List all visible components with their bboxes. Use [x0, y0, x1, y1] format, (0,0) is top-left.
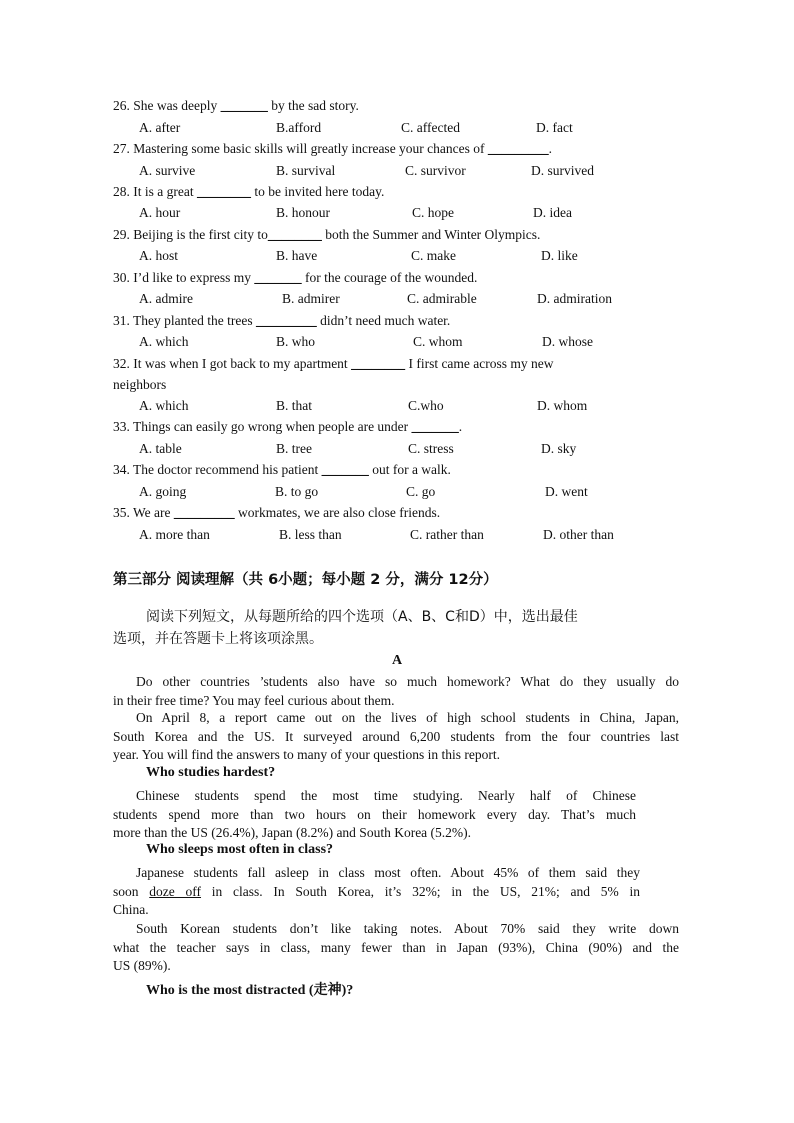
question-29-blank: ________ [267, 227, 322, 242]
question-34-blank: _______ [321, 462, 369, 477]
option-d[interactable]: D. like [541, 248, 578, 263]
text-line: Japanese students fall asleep in class most often. About 45% of them said they [136, 865, 640, 880]
option-d[interactable]: D. survived [531, 163, 594, 178]
text-line: Do other countries ’students also have so much homework? What do they usually do [136, 674, 679, 689]
option-d[interactable]: D. whose [542, 334, 593, 349]
option-a[interactable]: A. going [139, 484, 187, 499]
question-26-stem-end: by the sad story. [267, 98, 359, 113]
option-c[interactable]: C. whom [413, 334, 463, 349]
question-27-stem: 27. Mastering some basic skills will greatly increase your chances of [113, 141, 488, 156]
option-b[interactable]: B. have [276, 248, 318, 263]
option-d[interactable]: D. fact [536, 120, 573, 135]
option-a[interactable]: A. admire [139, 291, 193, 306]
question-33-stem: 33. Things can easily go wrong when people are under [113, 419, 412, 434]
subheading-sleeps-in-class: Who sleeps most often in class? [146, 842, 334, 857]
question-35-blank: _________ [173, 505, 235, 520]
text-fragment: in class. In South Korea, it’s 32%; in the US, 21%; and 5% in [201, 883, 640, 899]
question-28 [113, 184, 384, 200]
question-32-stem-end: I first came across my new [405, 356, 554, 371]
text-line: what the teacher says in class, many fewer than in Japan (93%), China (90%) and the [113, 939, 679, 955]
option-d[interactable]: D. idea [533, 205, 572, 220]
text-line: students spend more than two hours on their homework every day. That’s much [113, 806, 636, 822]
paragraph-1 [113, 673, 679, 710]
text-fragment: soon [113, 883, 150, 899]
option-c[interactable]: C. hope [412, 205, 454, 220]
question-26-stem: 26. She was deeply [113, 98, 221, 113]
option-b[interactable]: B. to go [275, 484, 319, 499]
question-27-blank: _________ [487, 141, 549, 156]
underlined-phrase: doze off [149, 883, 202, 899]
option-c[interactable]: C. affected [401, 120, 460, 135]
question-26-blank: _______ [220, 98, 268, 113]
option-b[interactable]: B. admirer [282, 291, 340, 306]
question-34-stem: 34. The doctor recommend his patient [113, 462, 322, 477]
text-line: South Korean students don’t like taking notes. About 70% said they write down [136, 921, 679, 936]
question-32-blank: ________ [351, 356, 406, 371]
question-32 [113, 356, 554, 372]
question-30-blank: _______ [254, 270, 302, 285]
question-28-stem: 28. It is a great [113, 184, 197, 199]
option-d[interactable]: D. went [545, 484, 588, 499]
question-34-options [0, 484, 794, 502]
option-b[interactable]: B. tree [276, 441, 312, 456]
option-c[interactable]: C.who [408, 398, 444, 413]
question-34-stem-end: out for a walk. [368, 462, 451, 477]
section-heading: 第三部分 阅读理解（共 6小题；每小题 2 分，满分 12分） [113, 572, 498, 588]
option-d[interactable]: D. other than [543, 527, 614, 542]
question-26-options [0, 120, 794, 138]
option-c[interactable]: C. admirable [407, 291, 477, 306]
question-35-stem: 35. We are [113, 505, 174, 520]
option-a[interactable]: A. host [139, 248, 179, 263]
option-b[interactable]: B. honour [276, 205, 330, 220]
option-a[interactable]: A. which [139, 398, 189, 413]
question-31-stem-end: didn’t need much water. [316, 313, 451, 328]
text-line: On April 8, a report came out on the lives of high school students in China, Japan, [136, 710, 679, 725]
option-d[interactable]: D. whom [537, 398, 588, 413]
text-line: Chinese students spend the most time studying. Nearly half of Chinese [136, 788, 636, 803]
text-line: South Korea and the US. It surveyed around 6,200 students from the four countries last [113, 728, 679, 744]
question-32-options [0, 398, 794, 416]
paragraph-3 [113, 787, 636, 843]
question-34 [113, 462, 451, 478]
question-29-options [0, 248, 794, 266]
option-c[interactable]: C. make [411, 248, 456, 263]
option-a[interactable]: A. survive [139, 163, 196, 178]
question-32-continued: neighbors [113, 377, 167, 392]
option-b[interactable]: B. who [276, 334, 316, 349]
option-b[interactable]: B. less than [279, 527, 342, 542]
question-26 [113, 98, 359, 114]
paragraph-2 [113, 709, 679, 765]
question-30 [113, 270, 477, 286]
text-line [113, 883, 640, 902]
text-line: China. [113, 902, 149, 917]
instruction-line-1: 阅读下列短文，从每题所给的四个选项（A、B、C和D）中，选出最佳 [146, 609, 578, 625]
option-a[interactable]: A. table [139, 441, 182, 456]
instruction-line-2: 选项，并在答题卡上将该项涂黑。 [113, 631, 323, 647]
text-line: more than the US (26.4%), Japan (8.2%) and South Korea (5.2%). [113, 825, 472, 840]
paragraph-5 [113, 920, 679, 976]
question-28-options [0, 205, 794, 223]
subheading-most-distracted: Who is the most distracted (走神)? [146, 983, 354, 998]
question-35-options [0, 527, 794, 545]
option-b[interactable]: B. that [276, 398, 312, 413]
option-c[interactable]: C. survivor [405, 163, 466, 178]
paragraph-4 [113, 864, 640, 920]
text-line: US (89%). [113, 958, 171, 973]
question-33-blank: _______ [411, 419, 459, 434]
question-31-options [0, 334, 794, 352]
question-29-stem: 29. Beijing is the first city to [113, 227, 268, 242]
question-30-stem: 30. I’d like to express my [113, 270, 255, 285]
question-31 [113, 313, 450, 329]
option-a[interactable]: A. hour [139, 205, 181, 220]
option-c[interactable]: C. go [406, 484, 436, 499]
question-31-blank: _________ [255, 313, 317, 328]
question-27 [113, 141, 552, 157]
option-a[interactable]: A. which [139, 334, 189, 349]
question-31-stem: 31. They planted the trees [113, 313, 256, 328]
question-28-stem-end: to be invited here today. [250, 184, 385, 199]
question-29 [113, 227, 540, 243]
question-28-blank: ________ [196, 184, 251, 199]
question-33 [113, 419, 462, 435]
question-30-options [0, 291, 794, 309]
question-35 [113, 505, 440, 521]
option-b[interactable]: B. survival [276, 163, 336, 178]
option-a[interactable]: A. after [139, 120, 181, 135]
question-32-stem: 32. It was when I got back to my apartment [113, 356, 352, 371]
option-d[interactable]: D. sky [541, 441, 577, 456]
question-35-stem-end: workmates, we are also close friends. [234, 505, 441, 520]
question-27-stem-end: . [548, 141, 553, 156]
option-c[interactable]: C. rather than [410, 527, 484, 542]
passage-title: A [391, 653, 403, 668]
question-27-options [0, 163, 794, 181]
text-line: year. You will find the answers to many of your questions in this report. [113, 747, 500, 762]
option-c[interactable]: C. stress [408, 441, 454, 456]
question-33-stem-end: . [458, 419, 463, 434]
text-line: in their free time? You may feel curious about them. [113, 692, 395, 708]
option-a[interactable]: A. more than [139, 527, 210, 542]
question-29-stem-end: both the Summer and Winter Olympics. [321, 227, 541, 242]
option-b[interactable]: B.afford [276, 120, 322, 135]
question-33-options [0, 441, 794, 459]
subheading-studies-hardest: Who studies hardest? [146, 765, 276, 780]
option-d[interactable]: D. admiration [537, 291, 612, 306]
question-30-stem-end: for the courage of the wounded. [301, 270, 478, 285]
